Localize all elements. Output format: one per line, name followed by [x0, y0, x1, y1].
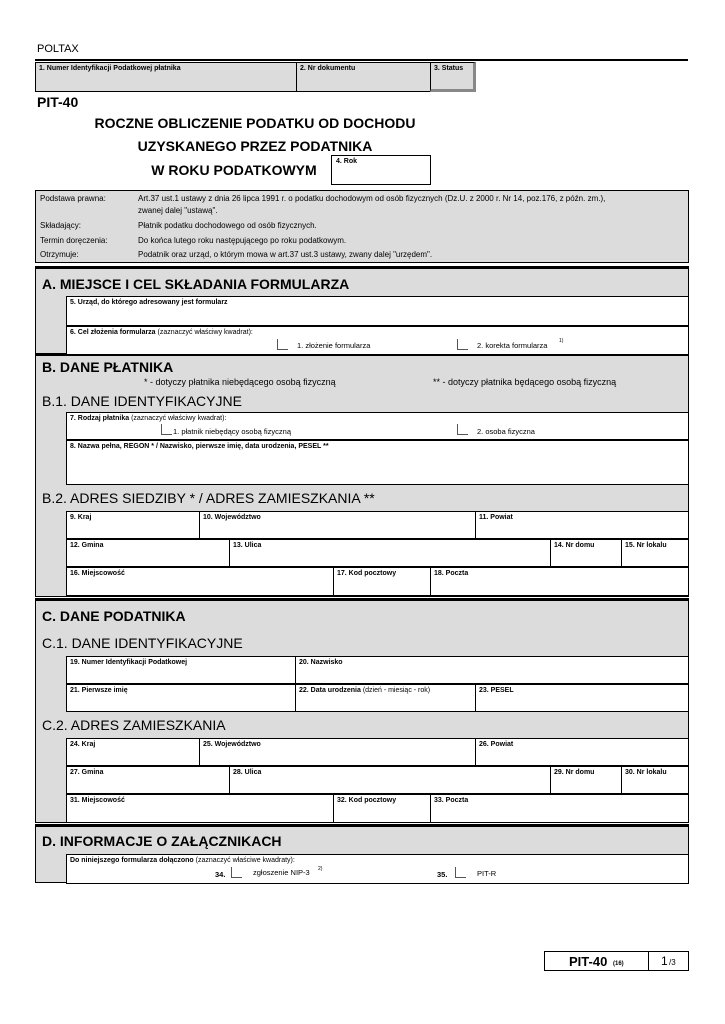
label-c-country: 24. Kraj: [70, 741, 96, 748]
field-b-street[interactable]: [229, 539, 551, 567]
form-title-line3: W ROKU PODATKOWYM: [151, 162, 317, 178]
filer-text: Płatnik podatku dochodowego od osób fizycznych.: [138, 221, 317, 230]
field-attachments: [66, 854, 689, 884]
field-c-apartment-no[interactable]: [621, 766, 689, 794]
form-code: PIT-40: [37, 94, 79, 110]
section-c2-heading: C.2. ADRES ZAMIESZKANIA: [42, 717, 226, 733]
field-b-post-office[interactable]: [430, 567, 689, 596]
purpose-option-1[interactable]: [277, 339, 288, 350]
field-year-label: 4. Rok: [336, 158, 358, 165]
payer-type-option-1[interactable]: [161, 424, 172, 435]
label-c-birth-date: 22. Data urodzenia: [299, 687, 361, 694]
purpose-option-2-note: 1): [559, 338, 564, 344]
label-c-apartment-no: 30. Nr lokalu: [625, 769, 667, 776]
field-b-postcode[interactable]: [333, 567, 431, 596]
purpose-option-2-label: 2. korekta formularza: [477, 341, 548, 350]
field-nip-payer-label: 1. Numer Identyfikacji Podatkowej płatnika: [39, 65, 181, 72]
footer-page-total: /3: [669, 958, 676, 967]
field-c-post-office[interactable]: [430, 794, 689, 823]
label-b-street: 13. Ulica: [233, 542, 262, 549]
checkbox-pitr[interactable]: [455, 867, 466, 878]
field-c-birth-date[interactable]: [295, 684, 476, 712]
attachment-34-number: 34.: [215, 870, 226, 879]
field-b-house-no[interactable]: [550, 539, 622, 567]
checkbox-nip3[interactable]: [231, 867, 242, 878]
field-c-pesel[interactable]: [475, 684, 689, 712]
section-b1-heading: B.1. DANE IDENTYFIKACYJNE: [42, 393, 242, 409]
checkbox-natural-person[interactable]: [457, 424, 468, 435]
label-c-nip: 19. Numer Identyfikacji Podatkowej: [70, 659, 188, 666]
section-c1-heading: C.1. DANE IDENTYFIKACYJNE: [42, 635, 243, 651]
field-c-postcode[interactable]: [333, 794, 431, 823]
section-d: [35, 824, 689, 883]
field-year[interactable]: [331, 155, 431, 185]
field-c-first-name[interactable]: [66, 684, 296, 712]
label-c-birth-date-hint: (dzień - miesiąc - rok): [362, 687, 431, 694]
field-c-commune[interactable]: [66, 766, 230, 794]
attachments-label: Do niniejszego formularza dołączono: [70, 857, 194, 864]
filer-label: Składający:: [40, 221, 81, 230]
payer-type-option-1-label: 1. płatnik niebędący osobą fizyczną: [173, 427, 291, 436]
recipients-label: Otrzymuje:: [40, 250, 79, 259]
label-b-city: 16. Miejscowość: [70, 570, 125, 577]
section-c: [35, 598, 689, 823]
legal-basis-text-1: Art.37 ust.1 ustawy z dnia 26 lipca 1991 r. o podatku dochodowym od osób fizycznych (Dz.U. z 2000 r. Nr 14, poz.176, z późn. zm.),: [138, 194, 606, 203]
field-payer-fullname[interactable]: [66, 440, 689, 485]
field-b-county[interactable]: [475, 511, 689, 539]
attachment-34-label: zgłoszenie NIP-3: [253, 868, 310, 877]
header-rule: [35, 59, 688, 61]
recipients-text: Podatnik oraz urząd, o którym mowa w art.37 ust.3 ustawy, zwany dalej "urzędem".: [138, 250, 433, 259]
section-d-heading: D. INFORMACJE O ZAŁĄCZNIKACH: [42, 833, 282, 849]
form-title-line1: ROCZNE OBLICZENIE PODATKU OD DOCHODU: [94, 115, 416, 131]
form-title-line2: UZYSKANEGO PRZEZ PODATNIKA: [137, 138, 373, 154]
label-b-country: 9. Kraj: [70, 514, 92, 521]
label-c-first-name: 21. Pierwsze imię: [70, 687, 128, 694]
section-b2-heading: B.2. ADRES SIEDZIBY * / ADRES ZAMIESZKANIA **: [42, 490, 375, 506]
legal-basis-label: Podstawa prawna:: [40, 194, 106, 203]
legal-basis-text-2: zwanej dalej "ustawą".: [138, 206, 218, 215]
attachment-35-label: PIT-R: [477, 869, 497, 878]
field-payer-type: [66, 412, 689, 440]
field-form-purpose: [66, 326, 689, 355]
note-natural-person: ** - dotyczy płatnika będącego osobą fizyczną: [433, 377, 617, 387]
field-c-voivodeship[interactable]: [199, 738, 476, 766]
checkbox-filing[interactable]: [277, 339, 288, 350]
footer-version: (16): [613, 961, 624, 967]
field-b-country[interactable]: [66, 511, 200, 539]
field-status-label: 3. Status: [434, 65, 464, 72]
field-tax-office-label: 5. Urząd, do którego adresowany jest formularz: [70, 299, 228, 306]
deadline-label: Termin doręczenia:: [40, 236, 108, 245]
purpose-option-1-label: 1. złożenie formularza: [297, 341, 371, 350]
section-a: [35, 266, 689, 354]
attachment-35-option[interactable]: [455, 867, 466, 878]
note-legal-entity: * - dotyczy płatnika niebędącego osobą fizyczną: [144, 377, 336, 387]
field-doc-number[interactable]: [296, 62, 431, 92]
field-c-house-no[interactable]: [550, 766, 622, 794]
label-c-city: 31. Miejscowość: [70, 797, 125, 804]
field-b-city[interactable]: [66, 567, 334, 596]
field-c-surname[interactable]: [295, 656, 689, 684]
label-b-postcode: 17. Kod pocztowy: [337, 570, 397, 577]
label-b-county: 11. Powiat: [479, 514, 513, 521]
payer-type-hint: (zaznaczyć właściwy kwadrat):: [131, 415, 227, 422]
footer-divider: [648, 952, 649, 970]
label-c-house-no: 29. Nr domu: [554, 769, 595, 776]
purpose-hint: (zaznaczyć właściwy kwadrat):: [157, 329, 253, 336]
label-c-street: 28. Ulica: [233, 769, 262, 776]
label-b-voivodeship: 10. Województwo: [203, 514, 261, 521]
label-c-voivodeship: 25. Województwo: [203, 741, 261, 748]
label-c-postcode: 32. Kod pocztowy: [337, 797, 397, 804]
label-c-commune: 27. Gmina: [70, 769, 104, 776]
section-a-heading: A. MIEJSCE I CEL SKŁADANIA FORMULARZA: [42, 276, 350, 292]
purpose-option-2[interactable]: [457, 339, 468, 350]
checkbox-legal-entity[interactable]: [161, 424, 172, 435]
attachments-hint: (zaznaczyć właściwe kwadraty):: [195, 857, 295, 864]
field-c-street[interactable]: [229, 766, 551, 794]
payer-type-label: 7. Rodzaj płatnika: [70, 415, 130, 422]
label-c-pesel: 23. PESEL: [479, 687, 514, 694]
payer-fullname-label: 8. Nazwa pełna, REGON * / Nazwisko, pierwsze imię, data urodzenia, PESEL **: [70, 443, 329, 450]
field-b-voivodeship[interactable]: [199, 511, 476, 539]
field-b-commune[interactable]: [66, 539, 230, 567]
purpose-label: 6. Cel złożenia formularza: [70, 329, 156, 336]
section-c-heading: C. DANE PODATNIKA: [42, 608, 186, 624]
footer-form-code: PIT-40: [569, 954, 608, 969]
payer-type-option-2-label: 2. osoba fizyczna: [477, 427, 535, 436]
publisher-name: POLTAX: [37, 43, 79, 55]
label-b-post-office: 18. Poczta: [434, 570, 469, 577]
field-c-nip[interactable]: [66, 656, 296, 684]
label-b-commune: 12. Gmina: [70, 542, 104, 549]
deadline-text: Do końca lutego roku następującego po roku podatkowym.: [138, 236, 347, 245]
field-doc-number-label: 2. Nr dokumentu: [300, 65, 356, 72]
footer-page-current: 1: [661, 954, 668, 968]
label-c-post-office: 33. Poczta: [434, 797, 469, 804]
field-tax-office[interactable]: [66, 296, 689, 326]
attachment-34-note: 2): [318, 866, 323, 872]
field-c-country[interactable]: [66, 738, 200, 766]
label-b-apartment-no: 15. Nr lokalu: [625, 542, 667, 549]
attachment-35-number: 35.: [437, 870, 448, 879]
label-c-surname: 20. Nazwisko: [299, 659, 343, 666]
label-c-county: 26. Powiat: [479, 741, 514, 748]
section-b: [35, 354, 689, 597]
attachment-34-option[interactable]: [231, 867, 242, 878]
field-b-apartment-no[interactable]: [621, 539, 689, 567]
payer-type-option-2[interactable]: [457, 424, 468, 435]
section-b-heading: B. DANE PŁATNIKA: [42, 359, 174, 375]
footer-form-id: [544, 951, 689, 971]
field-nip-payer[interactable]: [35, 62, 297, 92]
label-b-house-no: 14. Nr domu: [554, 542, 595, 549]
field-c-city[interactable]: [66, 794, 334, 823]
checkbox-correction[interactable]: [457, 339, 468, 350]
legal-info-box: [35, 190, 689, 263]
field-c-county[interactable]: [475, 738, 689, 766]
field-status[interactable]: [430, 62, 476, 92]
